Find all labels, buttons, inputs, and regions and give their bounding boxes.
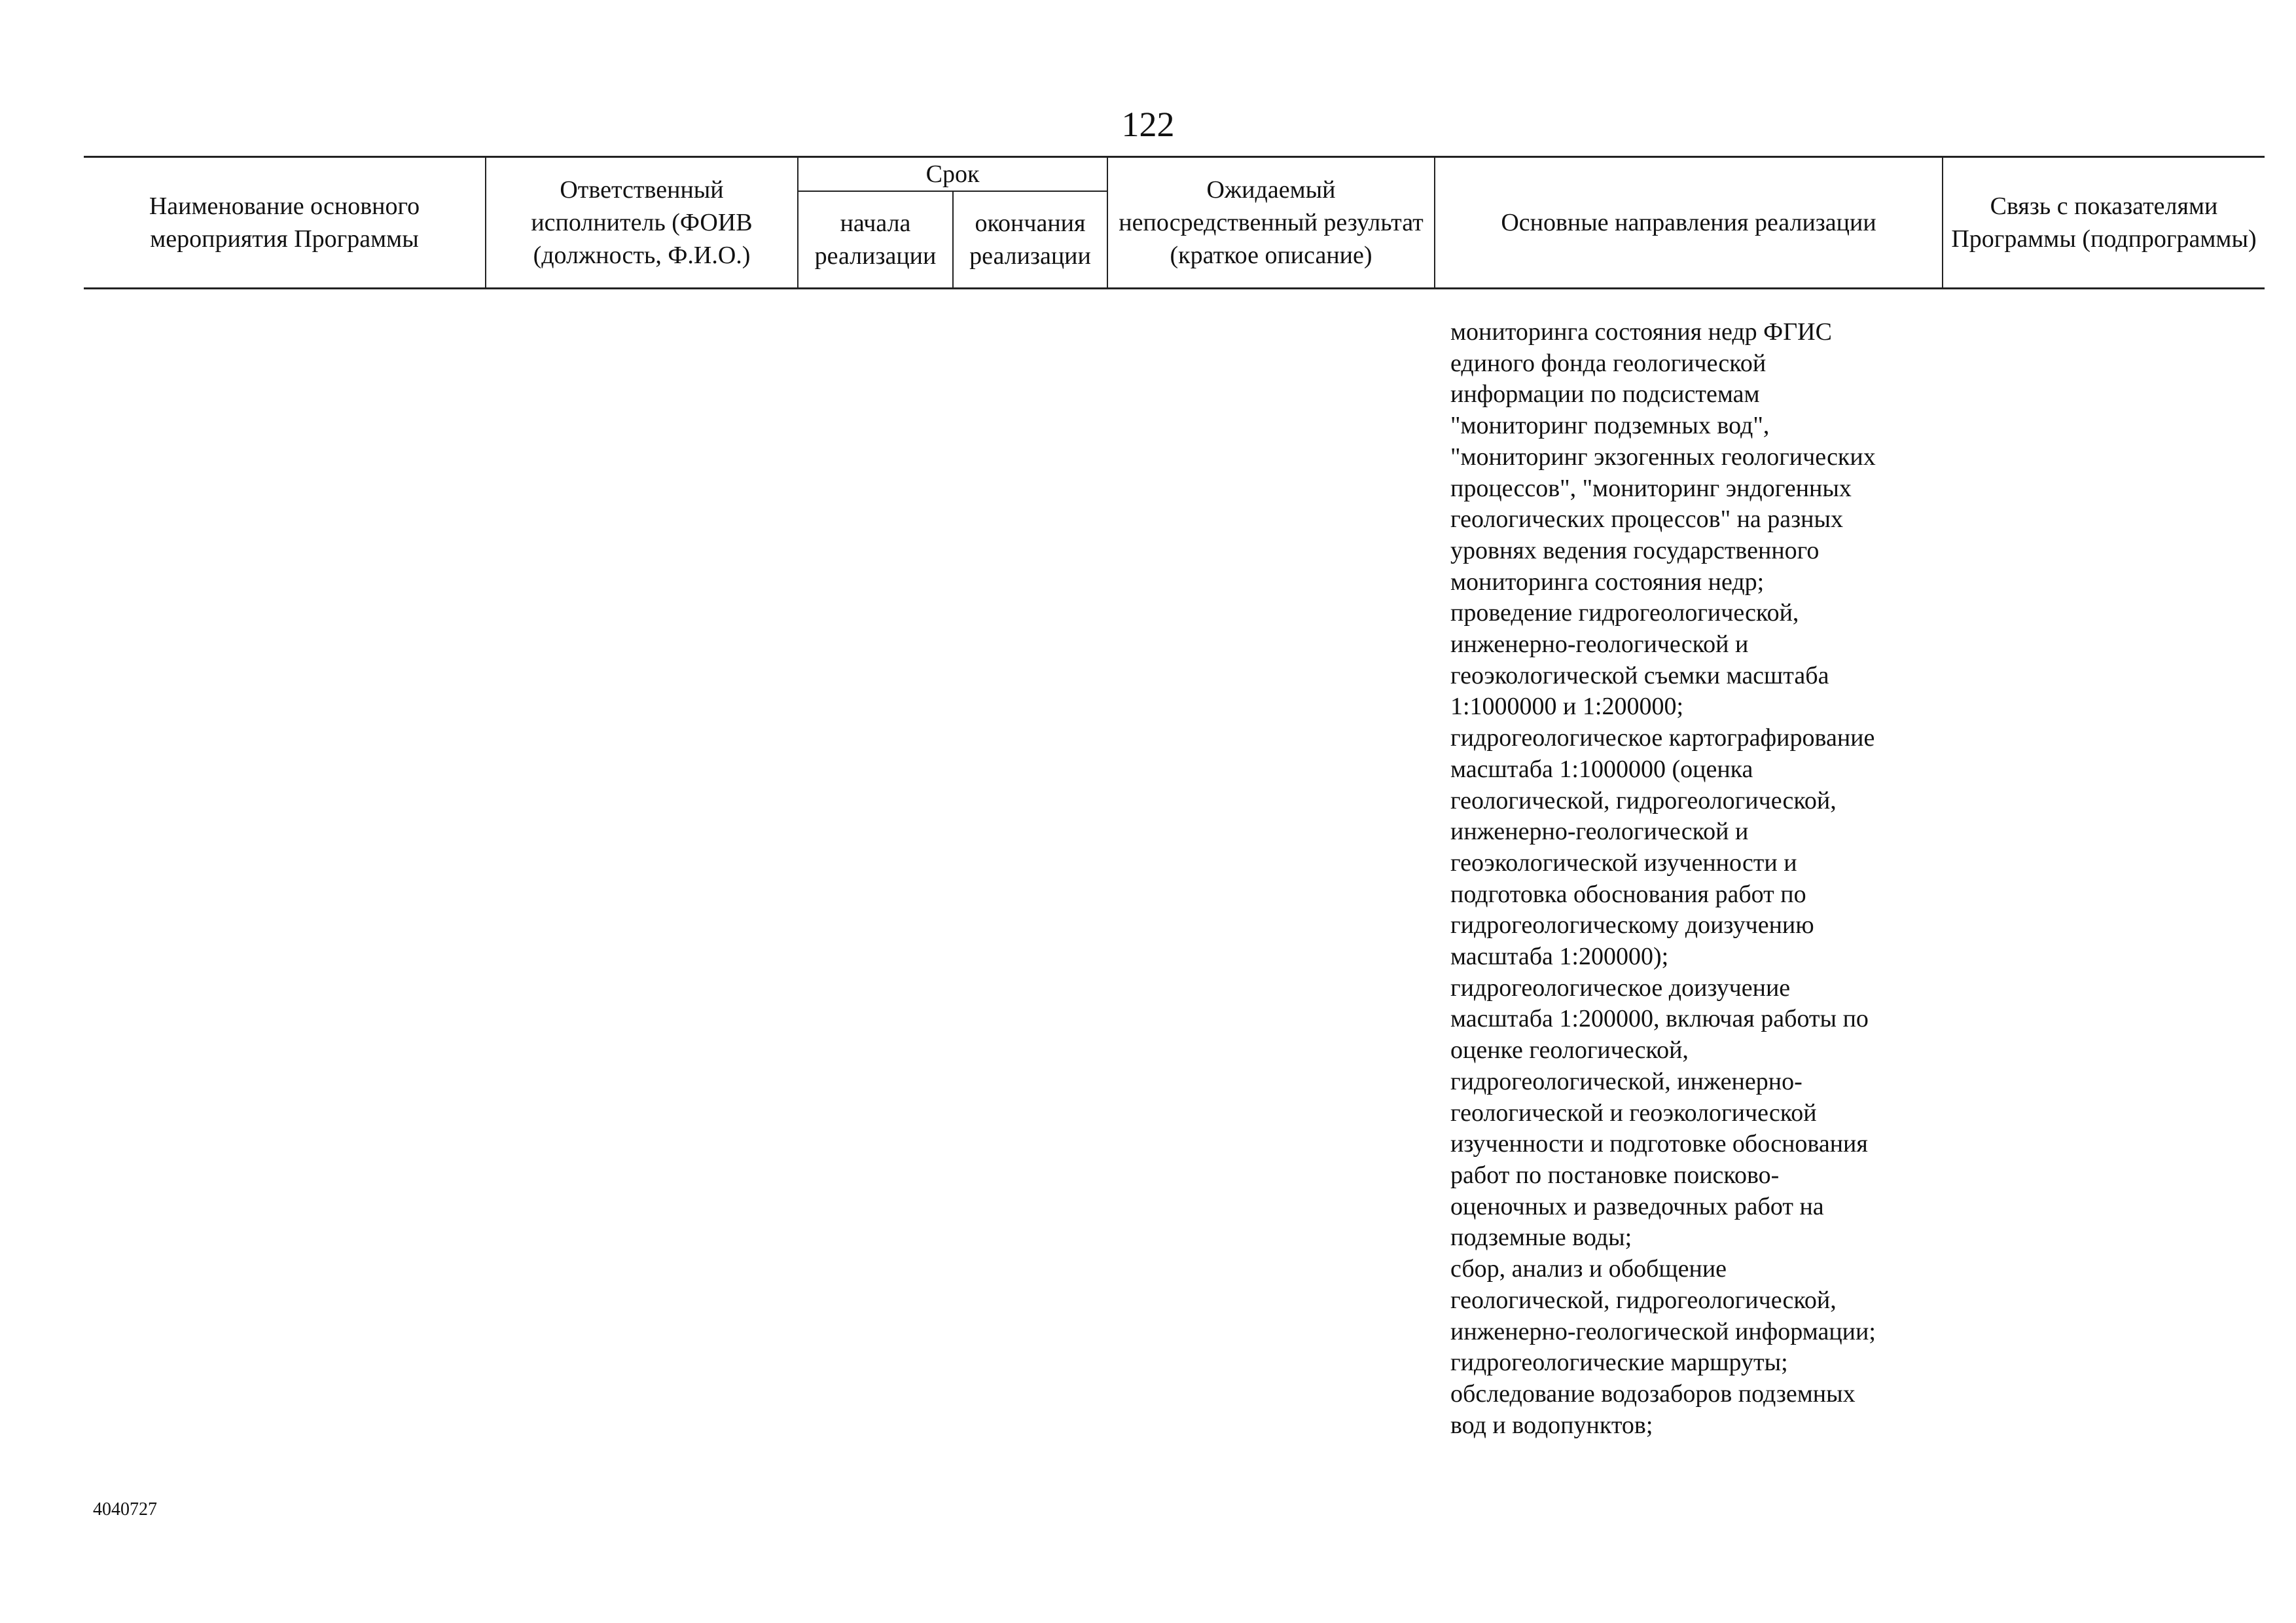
header-main-directions: Основные направления реализации — [1435, 157, 1943, 289]
header-term-start: начала реализации — [798, 191, 953, 289]
header-program-activity: Наименование основного мероприятия Программы — [84, 157, 486, 289]
header-indicator-link: Связь с показателями Программы (подпрограммы) — [1943, 157, 2265, 289]
page-number: 122 — [1121, 105, 1175, 144]
table-header — [84, 156, 2265, 289]
header-term-end: окончания реализации — [953, 191, 1107, 289]
header-responsible-executor: Ответственный исполнитель (ФОИВ (должность, Ф.И.О.) — [486, 157, 798, 289]
header-term: Срок — [798, 157, 1107, 192]
document-code: 4040727 — [93, 1499, 157, 1520]
main-directions-text: мониторинга состояния недр ФГИС единого фонда геологической информации по подсистемам "мониторинг подземных вод", "мониторинг экзогенных геологических процессов", "мониторинг эндогенных геологических процессов" на разных уровнях ведения государственного мониторинга состояния недр; проведение гидрогеологической, инженерно-геологической и геоэкологической съемки масштаба 1:1000000 и 1:200000; гидрогеологическое картографирование масштаба 1:1000000 (оценка геологической, гидрогеологической, инженерно-геологической и геоэкологической изученности и подготовка обоснования работ по гидрогеологическому доизучению масштаба 1:200000); гидрогеологическое доизучение масштаба 1:200000, включая работы по оценке геологической, гидрогеологической, инженерно- геологической и геоэкологической изученности и подготовке обоснования работ по постановке поисково- оценочных и разведочных работ на подземные воды; сбор, анализ и обобщение геологической, гидрогеологической, инженерно-геологической информации; гидрогеологические маршруты; обследование водозаборов подземных вод и водопунктов; — [1450, 318, 1876, 1439]
header-expected-result: Ожидаемый непосредственный результат (краткое описание) — [1107, 157, 1435, 289]
